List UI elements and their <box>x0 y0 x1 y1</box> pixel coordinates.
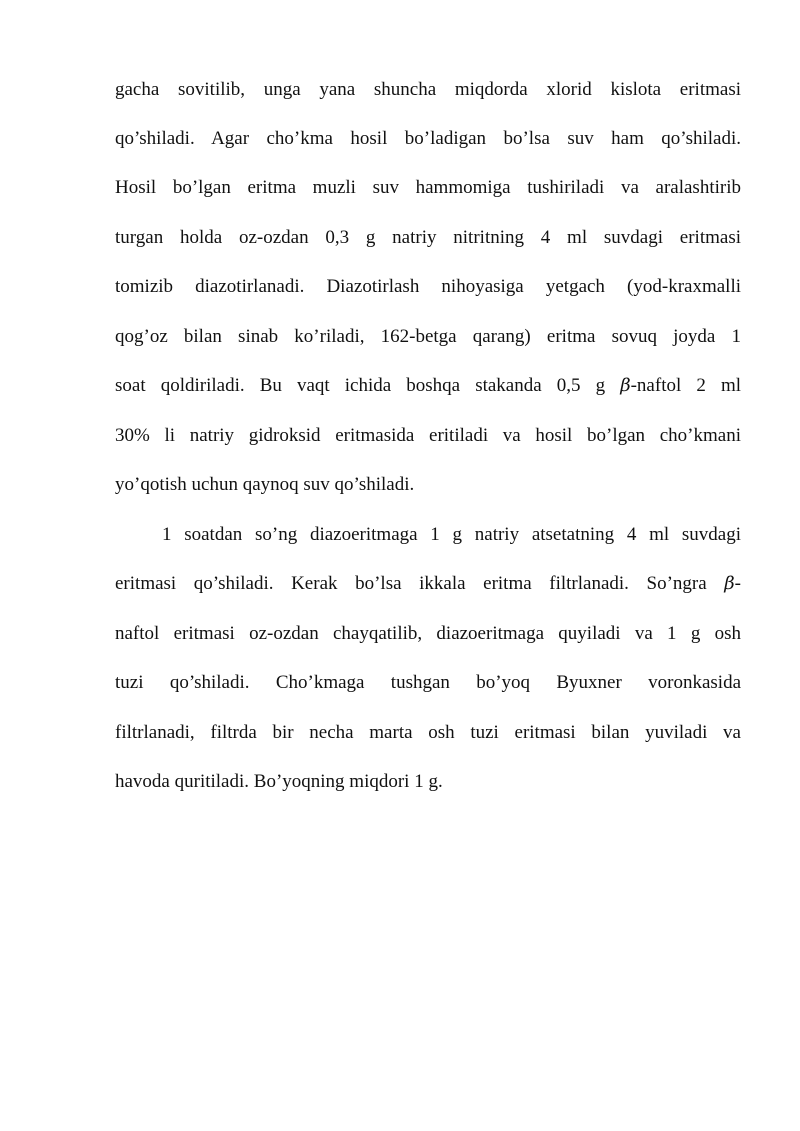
text-segment: soat qoldiriladi. Bu vaqt ichida boshqa stakanda 0,5 g <box>115 375 621 396</box>
text-segment: eritmasi qo’shiladi. Kerak bo’lsa ikkala eritma filtrlanadi. So’ngra <box>115 573 725 594</box>
text-line: qog’oz bilan sinab ko’riladi, 162-betga qarang) eritma sovuq joyda 1 <box>115 326 741 347</box>
text-line: filtrlanadi, filtrda bir necha marta osh tuzi eritmasi bilan yuviladi va <box>115 722 741 743</box>
text-line: turgan holda oz-ozdan 0,3 g natriy nitritning 4 ml suvdagi eritmasi <box>115 227 741 248</box>
text-line: tuzi qo’shiladi. Cho’kmaga tushgan bo’yoq Byuxner voronkasida <box>115 672 741 693</box>
text-line: yo’qotish uchun qaynoq suv qo’shiladi. <box>115 474 415 495</box>
text-segment: - <box>734 573 741 594</box>
text-line: havoda quritiladi. Bo’yoqning miqdori 1 g. <box>115 771 443 792</box>
text-line-with-beta <box>115 374 741 398</box>
text-line: gacha sovitilib, unga yana shuncha miqdorda xlorid kislota eritmasi <box>115 79 741 100</box>
beta-symbol: β <box>620 375 631 396</box>
text-line: Hosil bo’lgan eritma muzli suv hammomiga tushiriladi va aralashtirib <box>115 177 741 198</box>
text-segment: -naftol 2 ml <box>630 375 741 396</box>
text-line: qo’shiladi. Agar cho’kma hosil bo’ladigan bo’lsa suv ham qo’shiladi. <box>115 128 741 149</box>
text-line: naftol eritmasi oz-ozdan chayqatilib, diazoeritmaga quyiladi va 1 g osh <box>115 623 741 644</box>
text-line-with-beta <box>115 572 741 596</box>
text-line: tomizib diazotirlanadi. Diazotirlash nihoyasiga yetgach (yod-kraxmalli <box>115 276 741 297</box>
text-line: 30% li natriy gidroksid eritmasida eritiladi va hosil bo’lgan cho’kmani <box>115 425 741 446</box>
text-line: 1 soatdan so’ng diazoeritmaga 1 g natriy atsetatning 4 ml suvdagi <box>162 524 741 545</box>
beta-symbol: β <box>724 573 735 594</box>
